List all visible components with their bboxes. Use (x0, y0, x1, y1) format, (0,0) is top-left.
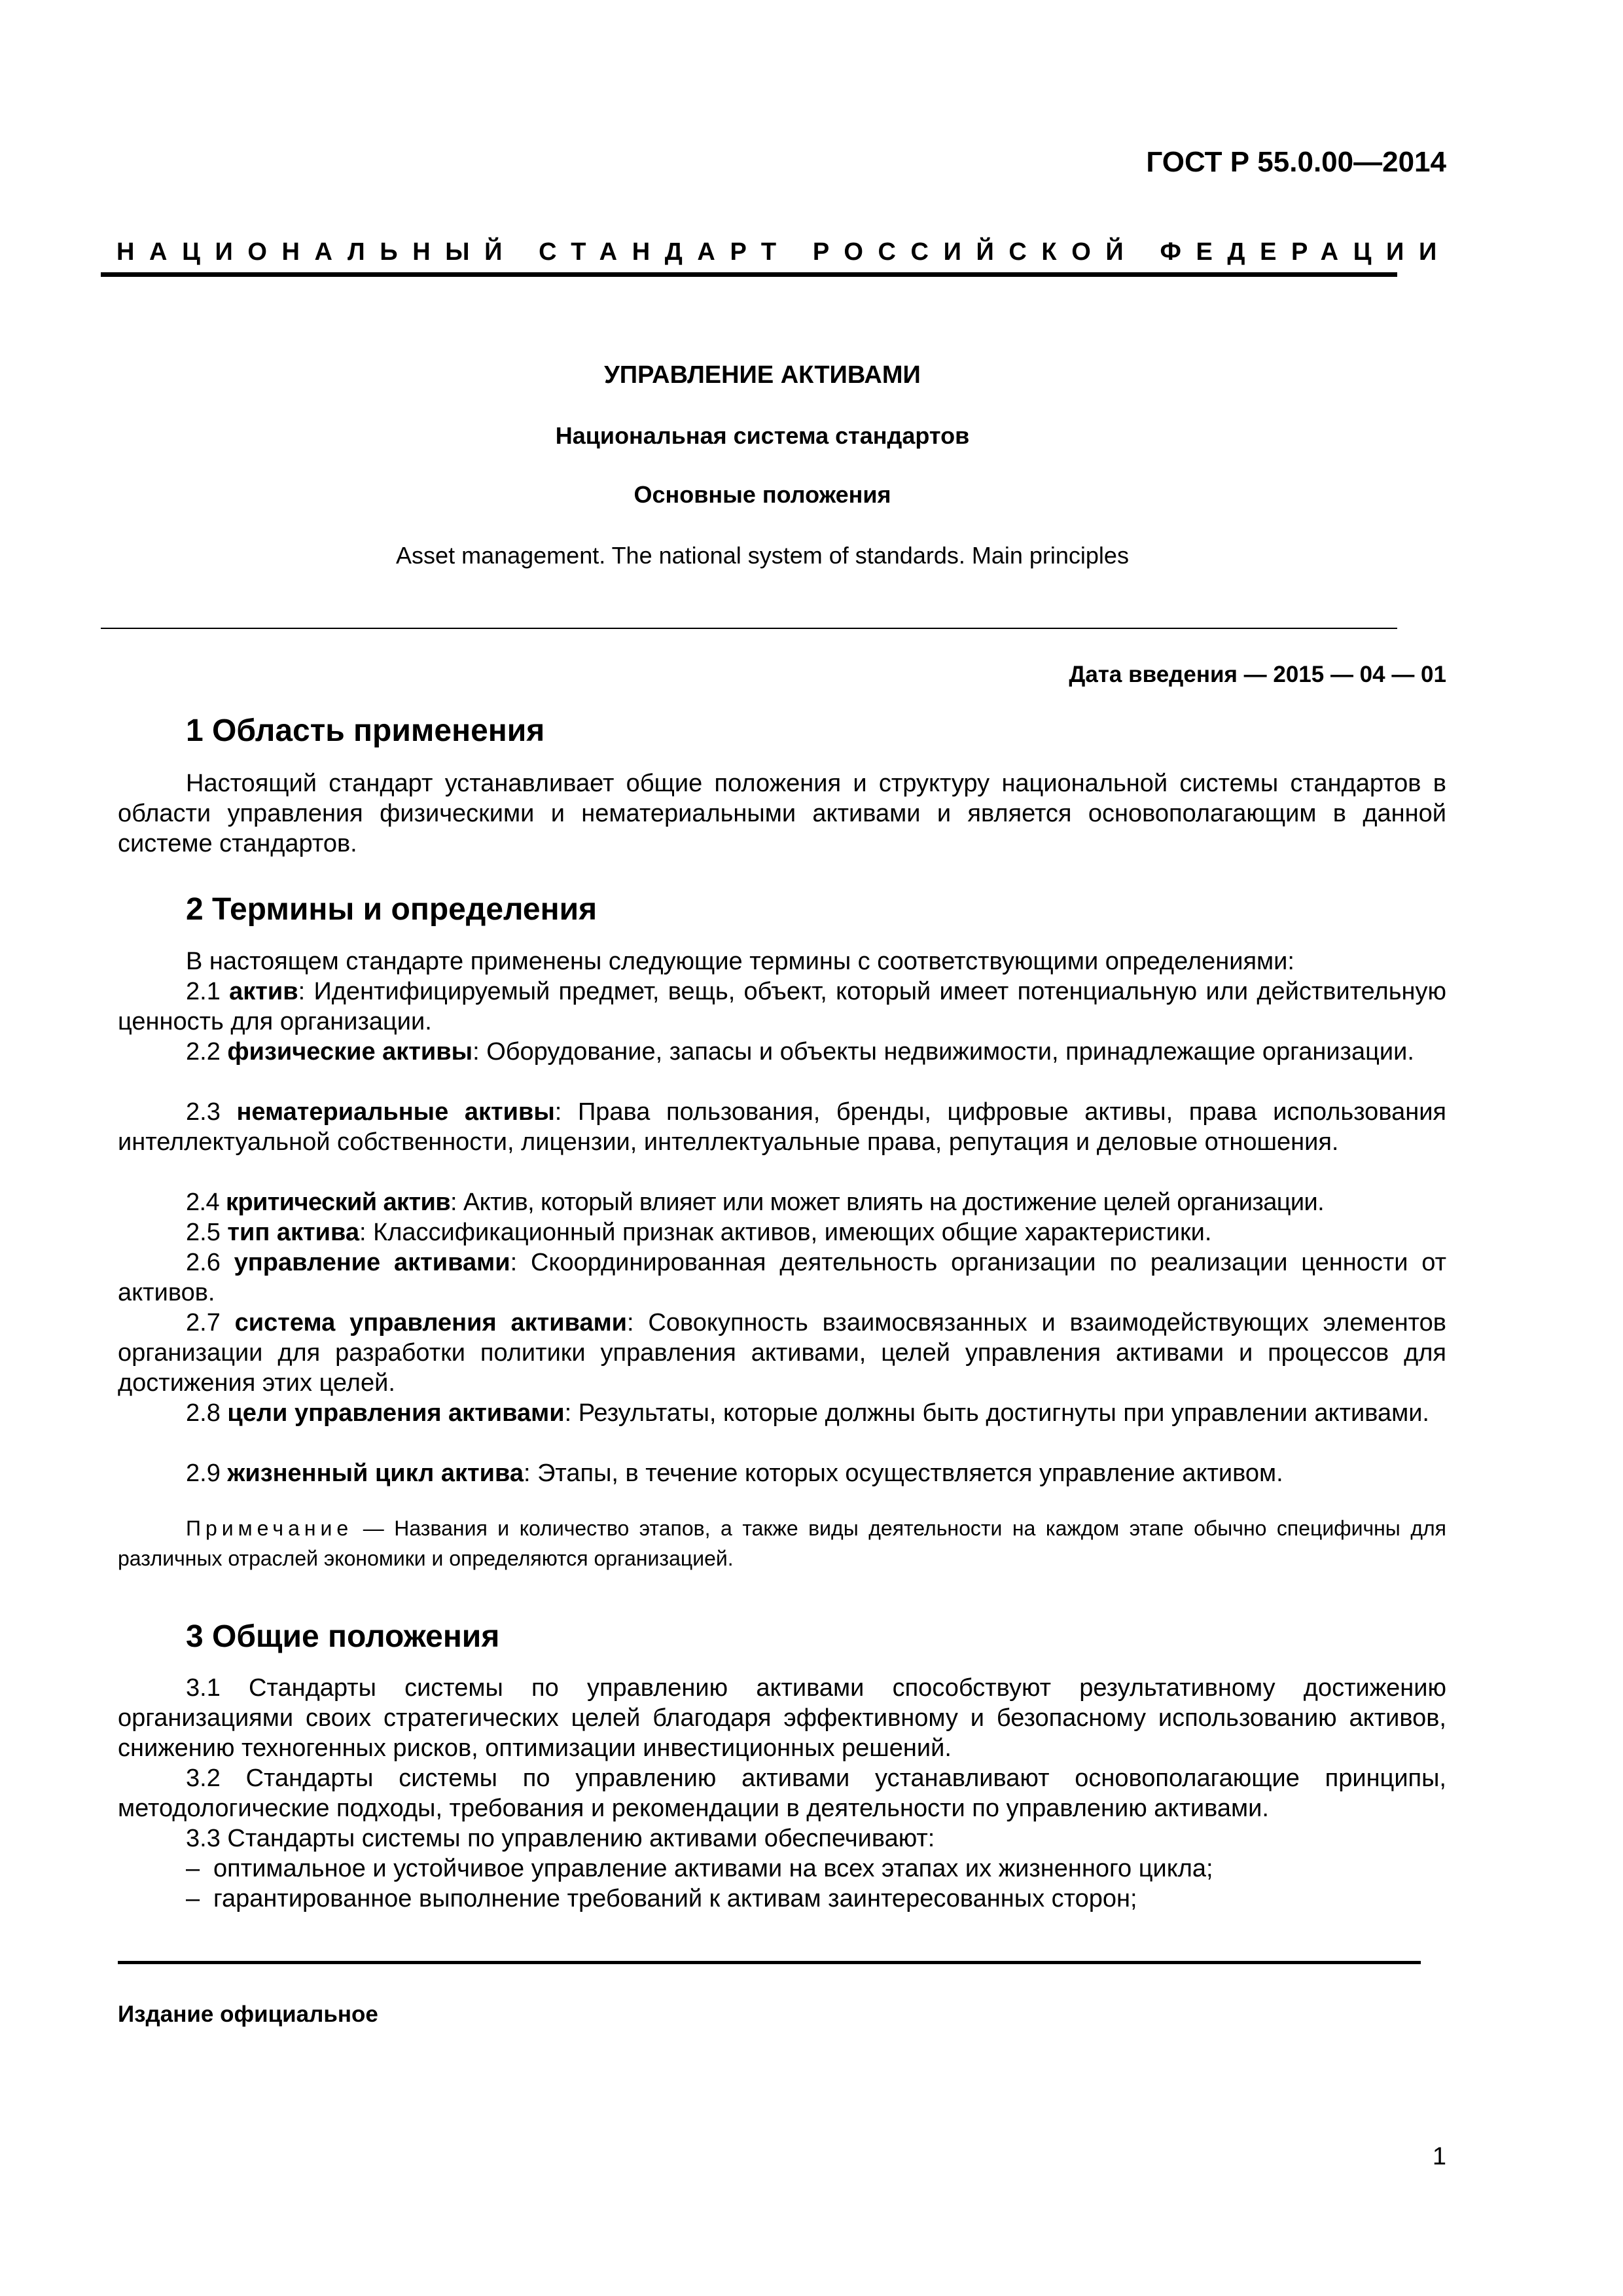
term-definition (118, 1247, 1446, 1308)
term-name: физические активы (227, 1038, 473, 1066)
dash-bullet: – (186, 1885, 200, 1912)
term-text: : Результаты, которые должны быть достигнуты при управлении активами. (564, 1399, 1429, 1427)
section-1-paragraph: Настоящий стандарт устанавливает общие положения и структуру национальной системы стандартов в области управления физическими и нематериальными активами и является основополагающим в данной системе стандартов. (118, 770, 1446, 857)
list-item-text: гарантированное выполнение требований к активам заинтересованных сторон; (213, 1885, 1137, 1912)
term-text: : Права пользования, бренды, цифровые активы, права использования интеллектуальной собственности, лицензии, интеллектуальные права, репутация и деловые отношения. (118, 1098, 1446, 1156)
term-number: 2.4 (186, 1189, 220, 1216)
introduction-date: Дата введения — 2015 — 04 — 01 (1069, 662, 1446, 687)
title-rule (101, 628, 1397, 629)
note-label: Примечание (186, 1516, 353, 1540)
standard-number: ГОСТ Р 55.0.00—2014 (1146, 146, 1446, 178)
term-definition (118, 1187, 1446, 1217)
term-number: 2.6 (186, 1249, 221, 1276)
term-text: : Скоординированная деятельность организации по реализации ценности от активов. (118, 1249, 1446, 1306)
term-name: актив (229, 978, 298, 1005)
term-number: 2.9 (186, 1460, 221, 1487)
list-item (186, 1884, 1446, 1914)
national-standard-banner: НАЦИОНАЛЬНЫЙ СТАНДАРТ РОССИЙСКОЙ ФЕДЕРАЦИИ (116, 238, 1452, 266)
term-definition (118, 977, 1446, 1037)
term-definition (118, 1458, 1446, 1488)
term-text: : Идентифицируемый предмет, вещь, объект, который имеет потенциальную или действительную ценность для организации. (118, 978, 1447, 1035)
section-3-heading: 3 Общие положения (186, 1619, 500, 1654)
term-definition (118, 1308, 1446, 1398)
footer-rule (118, 1961, 1421, 1964)
term-name: критический актив (226, 1189, 450, 1216)
term-text: : Оборудование, запасы и объекты недвижимости, принадлежащие организации. (473, 1038, 1414, 1066)
clause-3-2: 3.2 Стандарты системы по управлению активами устанавливают основополагающие принципы, методологические подходы, требования и рекомендации в деятельности по управлению активами. (118, 1765, 1446, 1822)
term-definition (118, 1097, 1446, 1157)
edition-label: Издание официальное (118, 2001, 378, 2027)
list-item-text: оптимальное и устойчивое управление активами на всех этапах их жизненного цикла; (213, 1855, 1213, 1882)
banner-rule (101, 272, 1397, 277)
english-title: Asset management. The national system of standards. Main principles (396, 542, 1129, 569)
term-number: 2.1 (186, 978, 221, 1005)
term-text: : Совокупность взаимосвязанных и взаимодействующих элементов организации для разработки политики управления активами, целей управления активами и процессов для достижения этих целей. (118, 1309, 1446, 1397)
term-definition (118, 1037, 1446, 1067)
document-subtitle-2: Основные положения (633, 481, 891, 508)
clause-3-1: 3.1 Стандарты системы по управлению активами способствуют результативному достижению организациями своих стратегических целей благодаря эффективному и безопасному использованию активов, снижению техногенных рисков, оптимизации инвестиционных решений. (118, 1674, 1446, 1762)
dash-bullet: – (186, 1855, 200, 1882)
term-name: тип актива (227, 1219, 359, 1246)
term-number: 2.5 (186, 1219, 221, 1246)
note (118, 1513, 1446, 1573)
term-number: 2.8 (186, 1399, 221, 1427)
term-definition (118, 1398, 1446, 1428)
term-name: управление активами (234, 1249, 510, 1276)
term-text: : Классификационный признак активов, имеющих общие характеристики. (359, 1219, 1212, 1246)
term-text: : Этапы, в течение которых осуществляется управление активом. (523, 1460, 1283, 1487)
document-subtitle-1: Национальная система стандартов (555, 422, 970, 449)
term-number: 2.7 (186, 1309, 221, 1336)
term-name: цели управления активами (227, 1399, 565, 1427)
term-name: система управления активами (234, 1309, 628, 1336)
term-name: нематериальные активы (236, 1098, 555, 1126)
section-1-heading: 1 Область применения (186, 713, 545, 748)
term-number: 2.2 (186, 1038, 221, 1066)
section-2-intro: В настоящем стандарте применены следующие термины с соответствующими определениями: (186, 948, 1294, 975)
clause-3-3: 3.3 Стандарты системы по управлению активами обеспечивают: (186, 1825, 935, 1852)
section-2-heading: 2 Термины и определения (186, 892, 597, 927)
note-text: — Названия и количество этапов, а также виды деятельности на каждом этапе обычно специфичны для различных отраслей экономики и определяются организацией. (118, 1516, 1446, 1570)
term-text: : Актив, который влияет или может влиять на достижение целей организации. (450, 1189, 1325, 1216)
term-number: 2.3 (186, 1098, 221, 1126)
list-item (186, 1854, 1446, 1884)
term-name: жизненный цикл актива (227, 1460, 524, 1487)
term-definition (118, 1217, 1446, 1247)
document-title: УПРАВЛЕНИЕ АКТИВАМИ (604, 361, 921, 389)
page-number: 1 (1432, 2143, 1446, 2170)
